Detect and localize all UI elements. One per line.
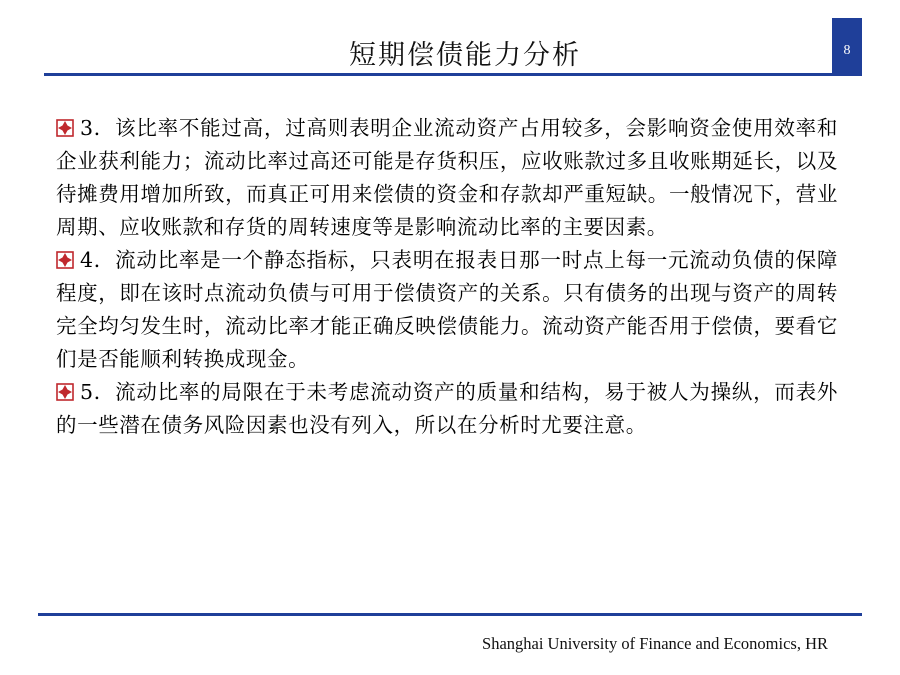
title-divider	[44, 73, 862, 76]
content-body	[56, 112, 838, 442]
cross-bullet-icon	[56, 251, 74, 269]
footer-institution: Shanghai University of Finance and Economics, HR	[482, 634, 828, 653]
paragraph-5-text: 5．流动比率的局限在于未考虑流动资产的质量和结构，易于被人为操纵，而表外的一些潜在债务风险因素也没有列入，所以在分析时尤要注意。	[56, 380, 838, 437]
page-number: 8	[843, 43, 851, 58]
cross-bullet-icon	[56, 383, 74, 401]
paragraph-3	[56, 112, 838, 244]
slide-title: 短期偿债能力分析	[349, 40, 581, 71]
footer-divider	[38, 613, 862, 616]
paragraph-3-text: 3．该比率不能过高，过高则表明企业流动资产占用较多，会影响资金使用效率和企业获利能力；流动比率过高还可能是存货积压，应收账款过多且收账期延长，以及待摊费用增加所致，而真正可用来偿债的资金和存款却严重短缺。一般情况下，营业周期、应收账款和存货的周转速度等是影响流动比率的主要因素。	[56, 116, 838, 239]
cross-bullet-icon	[56, 119, 74, 137]
paragraph-4-text: 4．流动比率是一个静态指标，只表明在报表日那一时点上每一元流动负债的保障程度，即在该时点流动负债与可用于偿债资产的关系。只有债务的出现与资产的周转完全均匀发生时，流动比率才能正确反映偿债能力。流动资产能否用于偿债，要看它们是否能顺利转换成现金。	[56, 248, 838, 371]
paragraph-5	[56, 376, 838, 442]
paragraph-4	[56, 244, 838, 376]
page-number-box	[832, 18, 862, 76]
